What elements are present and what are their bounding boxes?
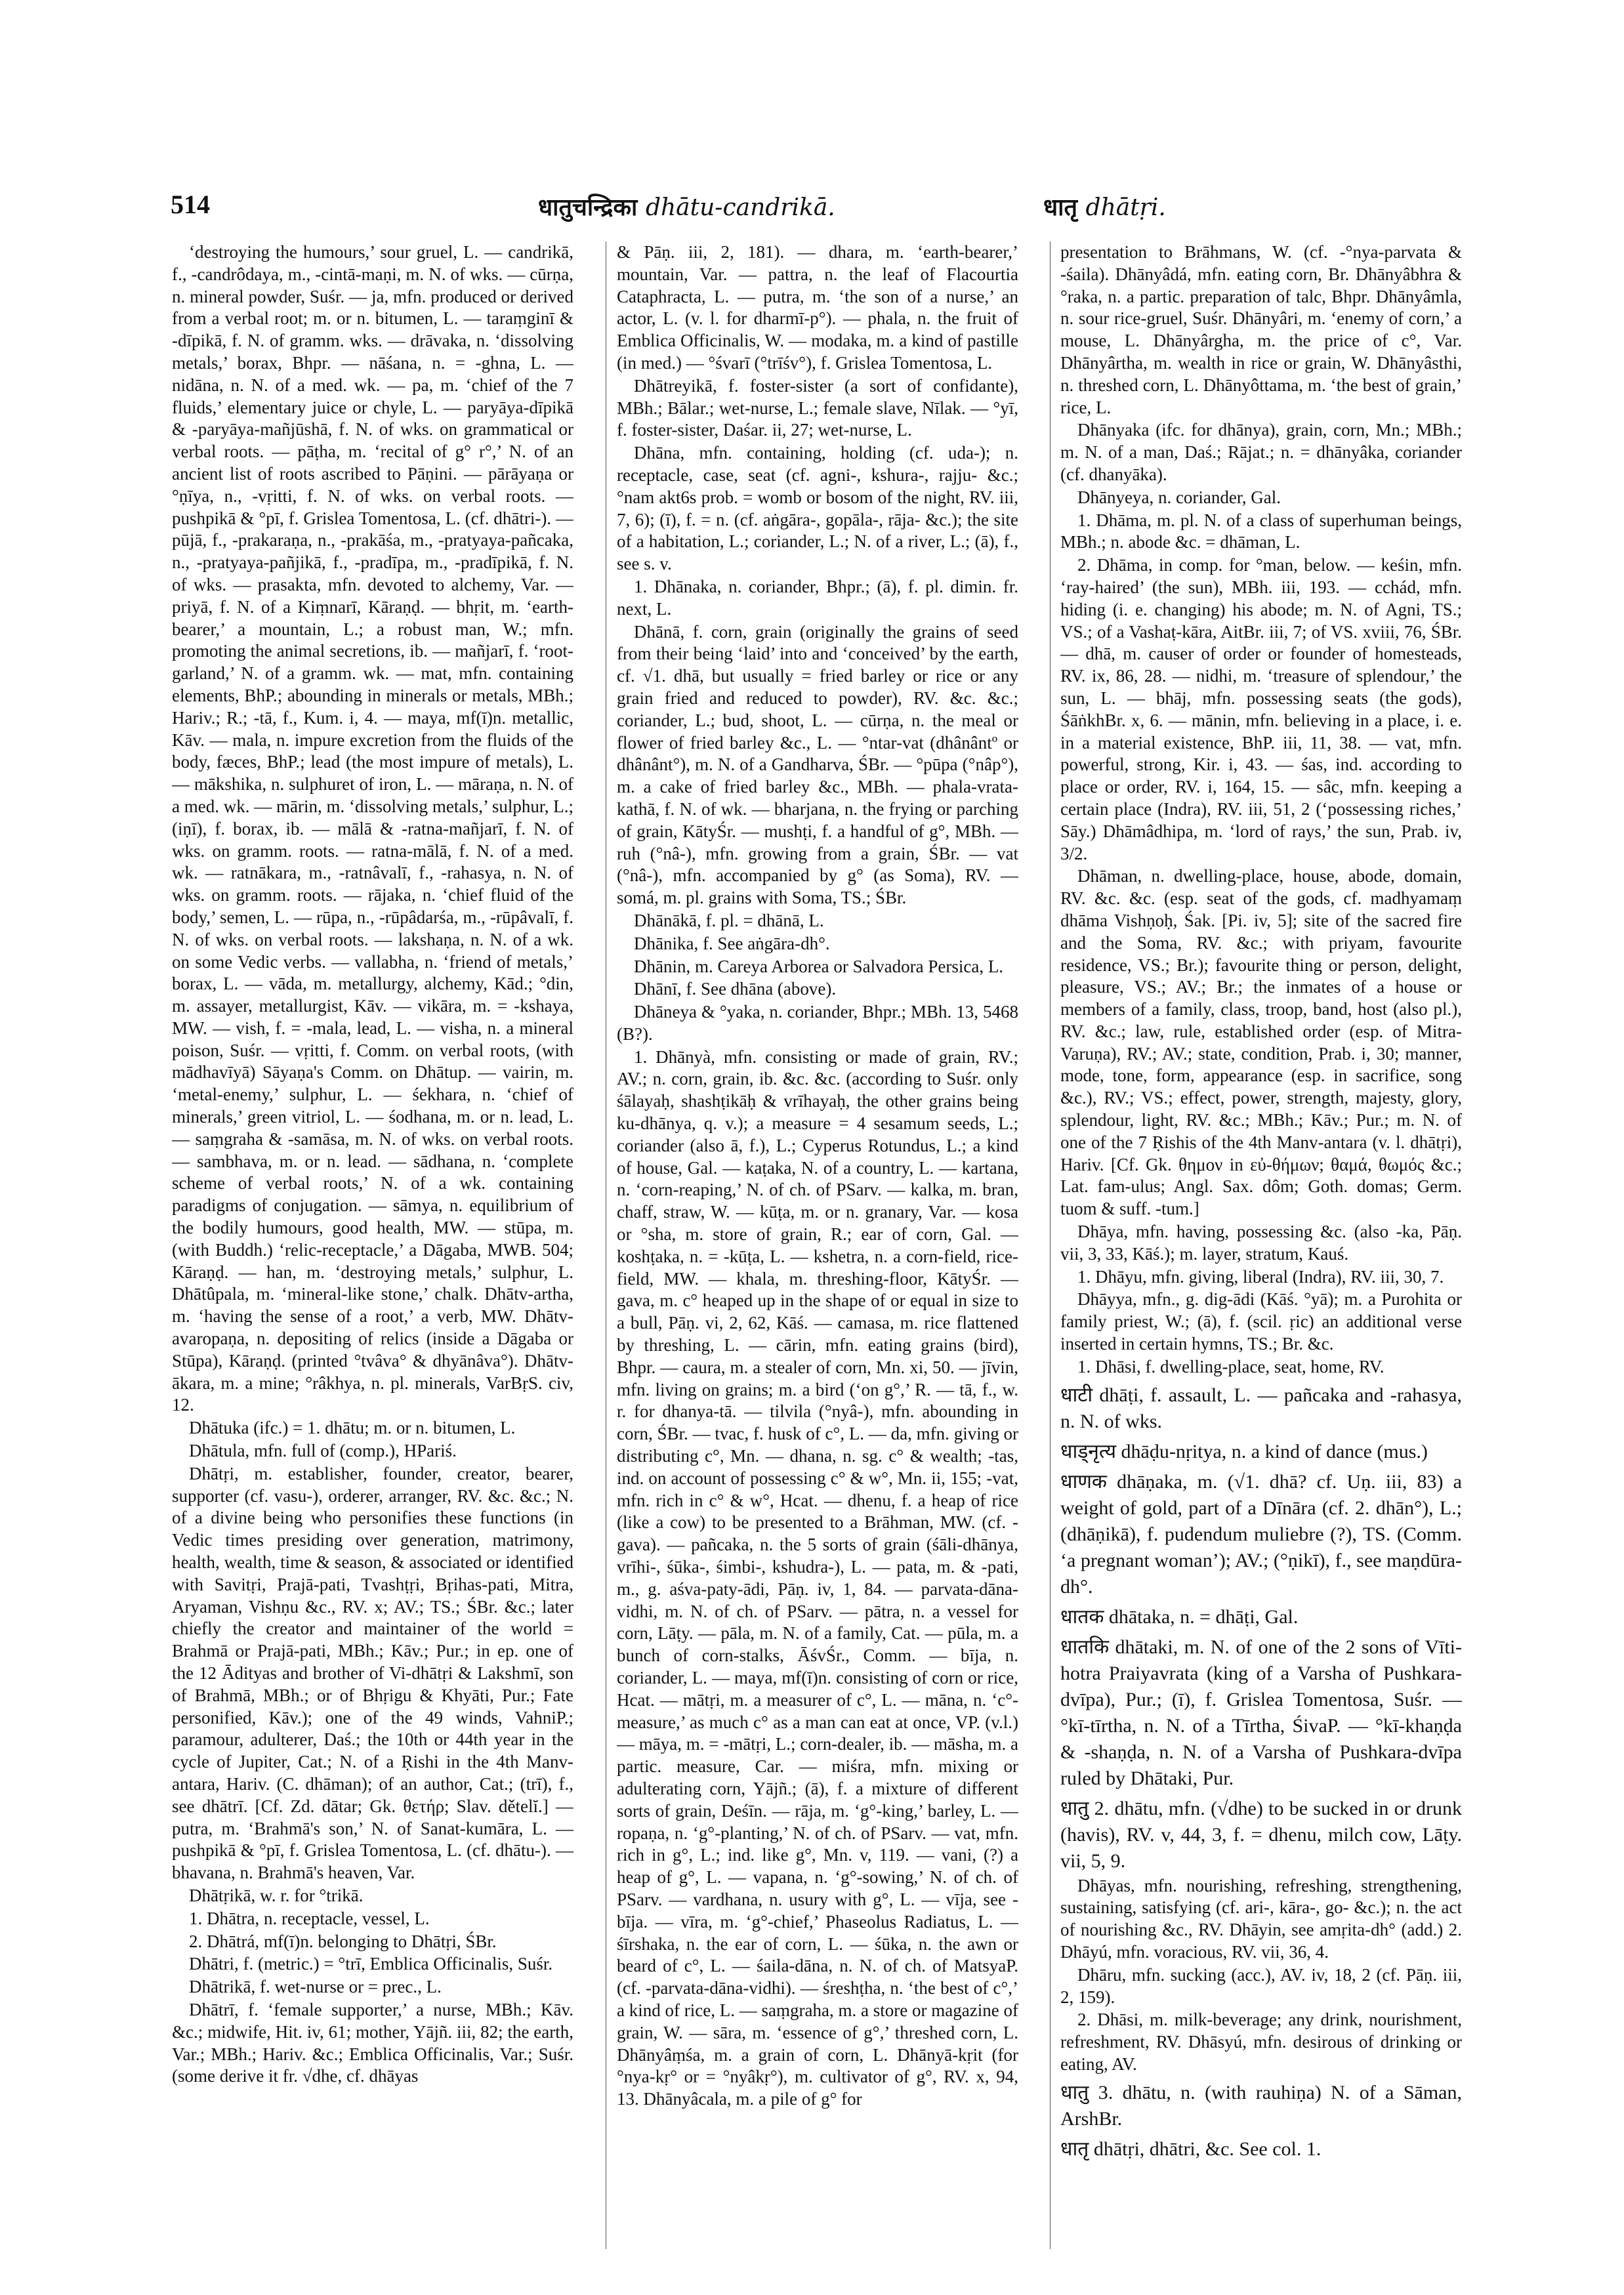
dictionary-entry: Dhātrī, f. ‘female supporter,’ a nurse, MBh.; Kāv. &c.; midwife, Hit. iv, 61; mother, Yājñ. iii, 82; the earth, Var.; MBh.; Hariv. &c.; Emblica Officinalis, Var.; Suśr. (some derive it fr. √dhe, cf. dhāyas <box>172 1999 573 2086</box>
dictionary-entry: Dhānyaka (ifc. for dhānya), grain, corn, Mn.; MBh.; m. N. of a man, Daś.; Rājat.; n. = dhānyâka, coriander (cf. dhanyāka). <box>1060 420 1462 484</box>
dictionary-entry: Dhānākā, f. pl. = dhānā, L. <box>634 910 824 930</box>
dictionary-column-3 <box>1060 241 1462 2249</box>
dictionary-entry: ‘destroying the humours,’ sour gruel, L. — candrikā, f., -candrôdaya, m., -cintā-maṇi, m. N. of wks. — cūrṇa, n. mineral powder, Suśr. — ja, mfn. produced or derived from a verbal root; m. or n. bitumen, L. — taraṃginī & -dīpikā, f. N. of gramm. wks. — drāvaka, n. ‘dissolving metals,’ borax, Bhpr. — nāśana, n. = -ghna, L. — nidāna, n. N. of a med. wk. — pa, m. ‘chief of the 7 fluids,’ elementary juice or chyle, L. — paryāya-dīpikā & -paryāya-mañjūshā, f. N. of wks. on grammatical or verbal roots. — pāṭha, m. ‘recital of g° r°,’ N. of an ancient list of roots ascribed to Pāṇini. — pārāyaṇa or °ṇīya, n., -vṛitti, f. N. of wks. on verbal roots. — pushpikā & °pī, f. Grislea Tomentosa, L. (cf. dhātri-). — pūjā, f., -prakaraṇa, n., -prakāśa, m., -pratyaya-pañcaka, n., -pratyaya-pañjikā, f., -pradīpa, m., -pradīpikā, f. N. of wks. — prasakta, mfn. devoted to alchemy, Var. — priyā, f. N. of a Kiṃnarī, Kāraṇḍ. — bhṛit, m. ‘earth-bearer,’ a mountain, L.; a robust man, W.; mfn. promoting the animal secretions, ib. — mañjarī, f. ‘root-garland,’ N. of a gramm. wk. — mat, mfn. containing elements, BhP.; abounding in minerals or metals, MBh.; Hariv.; R.; -tā, f., Kum. i, 4. — maya, mf(ī)n. metallic, Kāv. — mala, n. impure excretion from the fluids of the body, fæces, BhP.; lead (the most impure of metals), L. — mākshika, n. sulphuret of iron, L. — māraṇa, n. N. of a med. wk. — mārin, m. ‘dissolving metals,’ sulphur, L.; (iṇī), f. borax, ib. — mālā & -ratna-mañjarī, f. N. of wks. on gramm. roots. — ratna-mālā, f. N. of a med. wk. — ratnākara, m., -ratnâvalī, f., -rahasya, n. N. of wks. on gramm. roots. — rājaka, n. ‘chief fluid of the body,’ semen, L. — rūpa, n., -rūpâdarśa, m., -rūpâvalī, f. N. of wks. on verbal roots. — lakshaṇa, n. N. of a wk. on some Vedic verbs. — vallabha, n. ‘friend of metals,’ borax, L. — vāda, m. metallurgy, alchemy, Kād.; °din, m. assayer, metallurgist, Kāv. — vikāra, m. = -kshaya, MW. — vish, f. = -mala, lead, L. — visha, n. a mineral poison, Suśr. — vṛitti, f. Comm. on verbal roots, (with mādhavīyā) Sāyaṇa's Comm. on Dhātup. — vairin, m. ‘metal-enemy,’ sulphur, L. — śekhara, n. ‘chief of minerals,’ green vitriol, L. — śodhana, m. or n. lead, L. — saṃgraha & -samāsa, m. N. of wks. on verbal roots. — sambhava, m. or n. lead. — sādhana, n. ‘complete scheme of verbal roots,’ N. of a wk. containing paradigms of conjugation. — sāmya, n. equilibrium of the bodily humours, good health, MW. — stūpa, m. (with Buddh.) ‘relic-receptacle,’ a Dāgaba, MWB. 504; Kāraṇḍ. — han, m. ‘destroying metals,’ sulphur, L. Dhātûpala, m. ‘mineral-like stone,’ chalk. Dhātv-artha, m. ‘having the sense of a root,’ a verb, MW. Dhātv-avaropaṇa, n. depositing of relics (inside a Dāgaba or Stūpa), Kāraṇḍ. (printed °tvâva° & dhyānâva°). Dhātv-ākara, m. a mine; °râkhya, n. pl. minerals, VarBṛS. civ, 12. <box>172 242 573 1415</box>
dictionary-column-1 <box>172 241 573 2249</box>
dictionary-entry: Dhānyeya, n. coriander, Gal. <box>1077 487 1281 507</box>
dictionary-entry: & Pāṇ. iii, 2, 181). — dhara, m. ‘earth-bearer,’ mountain, Var. — pattra, n. the leaf of Flacourtia Cataphracta, L. — putra, m. ‘the son of a nurse,’ an actor, L. (v. l. for dharmī-p°). — phala, n. the fruit of Emblica Officinalis, W. — modaka, m. a kind of pastille (in med.) — °śvarī (°trīśv°), f. Grislea Tomentosa, L. <box>617 242 1018 373</box>
dictionary-entry: Dhātuka (ifc.) = 1. dhātu; m. or n. bitumen, L. <box>189 1418 516 1438</box>
dictionary-entry: Dhānin, m. Careya Arborea or Salvadora Persica, L. <box>634 956 1004 976</box>
dictionary-entry: 1. Dhātra, n. receptacle, vessel, L. <box>189 1908 430 1928</box>
dictionary-entry: धातक dhātaka, n. = dhāṭi, Gal. <box>1060 1605 1299 1628</box>
dictionary-entry: धातु 3. dhātu, n. (with rauhiṇa) N. of a Sāman, ArshBr. <box>1060 2081 1462 2130</box>
dictionary-entry: धाटी dhāṭi, f. assault, L. — pañcaka and -rahasya, n. N. of wks. <box>1060 1384 1462 1432</box>
dictionary-entry: 1. Dhāma, m. pl. N. of a class of superhuman beings, MBh.; n. abode &c. = dhāman, L. <box>1060 510 1462 552</box>
dictionary-entry: धाड्नृत्य dhāḍu-nṛitya, n. a kind of dance (mus.) <box>1060 1440 1428 1462</box>
dictionary-entry: Dhāyya, mfn., g. dig-ādi (Kāś. °yā); m. a Purohita or family priest, W.; (ā), f. (scil. ṛic) an additional verse inserted in certain hymns, TS.; Br. &c. <box>1060 1289 1462 1354</box>
dictionary-entry: Dhātṛikā, w. r. for °trikā. <box>189 1885 364 1905</box>
dictionary-entry: 1. Dhānaka, n. coriander, Bhpr.; (ā), f. pl. dimin. fr. next, L. <box>617 576 1018 619</box>
dictionary-entry: Dhāman, n. dwelling-place, house, abode, domain, RV. &c. &c. (esp. seat of the gods, cf. madhyamaṃ dhāma Vishṇoḥ, Śak. [Pi. iv, 5]; site of the sacred fire and the Soma, RV. &c.; with priyam, favourite residence, VS.; Br.); favourite thing or person, delight, pleasure, VS.; AV.; Br.; the inmates of a house or members of a family, class, troop, band, host (also pl.), RV. &c.; law, rule, established order (esp. of Mitra-Varuṇa), RV.; AV.; state, condition, Prab. i, 30; manner, mode, tone, form, appearance (esp. in sacrifice, song &c.), RV.; VS.; effect, power, strength, majesty, glory, splendour, light, RV. &c.; MBh.; Kāv.; Pur.; m. N. of one of the 7 Ṛishis of the 4th Manv-antara (v. l. dhātṛi), Hariv. [Cf. Gk. θημον in εὐ-θήμων; θαμά, θωμός &c.; Lat. fam-ulus; Angl. Sax. dôm; Goth. domas; Germ. tuom & suff. -tum.] <box>1060 866 1462 1219</box>
dictionary-entry: Dhātṛi, m. establisher, founder, creator, bearer, supporter (cf. vasu-), orderer, arranger, RV. &c. &c.; N. of a divine being who personifies these functions (in Vedic times presiding over generation, matrimony, health, wealth, time & season, & associated or identified with Savitṛi, Prajā-pati, Tvashṭṛi, Bṛihas-pati, Mitra, Aryaman, Vishṇu &c., RV. x; AV.; TS.; ŚBr. &c.; later chiefly the creator and maintainer of the world = Brahmā or Prajā-pati, MBh.; Kāv.; Pur.; in ep. one of the 12 Ādityas and brother of Vi-dhātṛi & Lakshmī, son of Brahmā, MBh.; or of Bhṛigu & Khyāti, Pur.; Fate personified, Kāv.); one of the 49 winds, VahniP.; paramour, adulterer, Daś.; the 10th or 44th year in the cycle of Jupiter, Cat.; N. of a Ṛishi in the 4th Manv-antara, Hariv. (C. dhāman); of an author, Cat.; (trī), f., see dhātrī. [Cf. Zd. dātar; Gk. θετήρ; Slav. dětelĭ.] — putra, m. ‘Brahmā's son,’ N. of Sanat-kumāra, L. — pushpikā & °pī, f. Grislea Tomentosa, L. (cf. dhātu-). — bhavana, n. Brahmā's heaven, Var. <box>172 1463 573 1883</box>
dictionary-entry: 1. Dhāyu, mfn. giving, liberal (Indra), RV. iii, 30, 7. <box>1077 1266 1444 1287</box>
running-head-left <box>538 190 835 222</box>
dictionary-entry: 1. Dhānyà, mfn. consisting or made of grain, RV.; AV.; n. corn, grain, ib. &c. &c. (according to Suśr. only śālayaḥ, shashṭikāḥ & vrīhayaḥ, the other grains being ku-dhānya, q. v.); a measure = 4 sesamum seeds, L.; coriander (also ā, f.), L.; Cyperus Rotundus, L.; a kind of house, Gal. — kaṭaka, N. of a country, L. — kartana, n. ‘corn-reaping,’ N. of ch. of PSarv. — kalka, m. bran, chaff, straw, W. — kūṭa, m. or n. granary, Var. — kosa or °sha, m. store of grain, R.; ear of corn, Gal. — koshṭaka, n. = -kūṭa, L. — kshetra, n. a corn-field, rice-field, MW. — khala, m. threshing-floor, KātyŚr. — gava, m. c° heaped up in the shape of or equal in size to a bull, Pāṇ. vi, 2, 62, Kāś. — camasa, m. rice flattened by threshing, L. — cārin, mfn. eating grains (bird), Bhpr. — caura, m. a stealer of corn, Mn. xi, 50. — jīvin, mfn. living on grains; m. a bird (‘on g°,’ R. — tā, f., w. r. for dhanya-tā. — tilvila (°nyâ-), mfn. abounding in corn, ŚBr. — tvac, f. husk of c°, L. — da, mfn. giving or distributing c°, Mn. — dhana, n. sg. c° & wealth; -tas, ind. on account of possessing c° & w°, Mn. ii, 155; -vat, mfn. rich in c° & w°, Hcat. — dhenu, f. a heap of rice (like a cow) to be presented to a Brāhman, MW. (cf. -gava). — pañcaka, n. the 5 sorts of grain (śāli-dhānya, vrīhi-, śūka-, śimbi-, kshudra-), L. — pata, m. & -pati, m., g. aśva-paty-ādi, Pāṇ. iv, 1, 84. — parvata-dāna-vidhi, m. N. of ch. of PSarv. — pātra, n. a vessel for corn, Lāṭy. — pāla, m. N. of a family, Cat. — pūla, m. a bunch of corn-stalks, ĀśvŚr., Comm. — bīja, n. coriander, L. — maya, mf(ī)n. consisting of corn or rice, Hcat. — mātṛi, m. a measurer of c°, L. — māna, n. ‘c°-measure,’ as much c° as a man can eat at once, VP. (v.l.) — māya, m. = -mātṛi, L.; corn-dealer, ib. — māsha, m. a partic. measure, Car. — miśra, mfn. mixing or adulterating corn, Yājñ.; (ā), f. a mixture of different sorts of grain, Deśīn. — rāja, m. ‘g°-king,’ barley, L. — ropaṇa, n. ‘g°-planting,’ N. of ch. of PSarv. — vat, mfn. rich in g°, L.; ind. like g°, Mn. v, 119. — vani, (?) a heap of g°, L. — vapana, n. ‘g°-sowing,’ N. of ch. of PSarv. — vardhana, n. usury with g°, L. — vīja, see -bīja. — vīra, m. ‘g°-chief,’ Phaseolus Radiatus, L. — śīrshaka, n. the ear of corn, L. — śūka, n. the awn or beard of c°, L. — śaila-dāna, n. N. of ch. of MatsyaP. (cf. -parvata-dāna-vidhi). — śreshṭha, n. ‘the best of c°,’ a kind of rice, L. — saṃgraha, m. a store or magazine of grain, W. — sāra, m. ‘essence of g°,’ threshed corn, L. Dhānyâṃśa, m. a grain of corn, L. Dhānyā-kṛit (for °nya-kṛ° or = °nyâkṛ°), m. cultivator of g°, RV. x, 94, 13. Dhānyâcala, m. a pile of g° for <box>617 1046 1018 2109</box>
dictionary-entry: 1. Dhāsi, f. dwelling-place, seat, home, RV. <box>1077 1356 1385 1376</box>
dictionary-entry: Dhātrikā, f. wet-nurse or = prec., L. <box>189 1977 442 1997</box>
dictionary-entry: धाणक dhāṇaka, m. (√1. dhā? cf. Uṇ. iii, 83) a weight of gold, part of a Dīnāra (cf. 2. dhān°), L.; (dhāṇikā), f. pudendum muliebre (?), TS. (Comm. ‘a pregnant woman’); AV.; (°ṇikī), f., see maṇdūra-dh°. <box>1060 1470 1462 1598</box>
dictionary-entry: Dhātri, f. (metric.) = °trī, Emblica Officinalis, Suśr. <box>189 1954 553 1974</box>
dictionary-entry: 2. Dhātrá, mf(ī)n. belonging to Dhātṛi, ŚBr. <box>189 1931 497 1951</box>
dictionary-entry: धातकि dhātaki, m. N. of one of the 2 sons of Vīti-hotra Praiyavrata (king of a Varsha of Pushkara-dvīpa), Pur.; (ī), f. Grislea Tomentosa, Suśr. — °kī-tīrtha, n. N. of a Tīrtha, ŚivaP. — °kī-khaṇḍa & -shaṇḍa, n. N. of a Varsha of Pushkara-dvīpa ruled by Dhātaki, Pur. <box>1060 1636 1462 1789</box>
dictionary-entry: 2. Dhāma, in comp. for °man, below. — keśin, mfn. ‘ray-haired’ (the sun), MBh. iii, 193. — cchád, mfn. hiding (i. e. changing) his abode; m. N. of Agni, TS.; VS.; of a Vashaṭ-kāra, AitBr. iii, 7; of VS. xviii, 76, ŚBr. — dhā, m. causer of order or founder of homesteads, RV. ix, 86, 28. — nidhi, m. ‘treasure of splendour,’ the sun, L. — bhāj, mfn. possessing seats (the gods), ŚāṅkhBr. x, 6. — mānin, mfn. believing in a place, i. e. in a material existence, BhP. iii, 11, 38. — vat, mfn. powerful, strong, Kir. i, 43. — śas, ind. according to place or order, RV. i, 164, 15. — sâc, mfn. keeping a certain place (Indra), RV. iii, 51, 2 (‘possessing riches,’ Sāy.) Dhāmâdhipa, m. ‘lord of rays,’ the sun, Prab. iv, 3/2. <box>1060 555 1462 863</box>
dictionary-entry: Dhāru, mfn. sucking (acc.), AV. iv, 18, 2 (cf. Pāṇ. iii, 2, 159). <box>1060 1964 1462 2007</box>
dictionary-entry: Dhātreyikā, f. foster-sister (a sort of confidante), MBh.; Bālar.; wet-nurse, L.; female slave, Nīlak. — °yī, f. foster-sister, Daśar. ii, 27; wet-nurse, L. <box>617 375 1018 440</box>
dictionary-entry: Dhāyas, mfn. nourishing, refreshing, strengthening, sustaining, satisfying (cf. ari-, kāra-, go- &c.); n. the act of nourishing &c., RV. Dhāyin, see amṛita-dh° (add.) 2. Dhāyú, mfn. voracious, RV. vii, 36, 4. <box>1060 1875 1462 1962</box>
dictionary-entry: Dhāna, mfn. containing, holding (cf. uda-); n. receptacle, case, seat (cf. agni-, kshura-, rajju- &c.; °nam akt6s prob. = womb or bosom of the night, RV. iii, 7, 6); (ī), f. = n. (cf. aṅgāra-, gopāla-, rāja- &c.); the site of a habitation, L.; coriander, L.; N. of a river, L.; (ā), f., see s. v. <box>617 443 1018 574</box>
running-head-right-translit: dhātṛi. <box>1085 194 1166 221</box>
dictionary-entry: Dhānika, f. See aṅgāra-dh°. <box>634 933 830 953</box>
dictionary-entry: 2. Dhāsi, m. milk-beverage; any drink, nourishment, refreshment, RV. Dhāsyú, mfn. desirous of drinking or eating, AV. <box>1060 2010 1462 2075</box>
dictionary-entry: Dhānī, f. See dhāna (above). <box>634 979 837 999</box>
running-head-left-devanagari: धातुचन्द्रिका <box>538 194 638 221</box>
column-divider-2 <box>1050 241 1051 2249</box>
dictionary-column-2 <box>617 241 1018 2249</box>
dictionary-entry: धातु 2. dhātu, mfn. (√dhe) to be sucked in or drunk (havis), RV. v, 44, 3, f. = dhenu, milch cow, Lāṭy. vii, 5, 9. <box>1060 1797 1462 1872</box>
dictionary-entry: Dhāneya & °yaka, n. coriander, Bhpr.; MBh. 13, 5468 (B?). <box>617 1002 1018 1044</box>
page-header <box>171 189 1457 228</box>
running-head-right-devanagari: धातृ <box>1043 194 1077 221</box>
dictionary-entry: presentation to Brāhmans, W. (cf. -°nya-parvata & -śaila). Dhānyâdá, mfn. eating corn, Br. Dhānyâbhra & °raka, n. a partic. preparation of talc, Bhpr. Dhānyâmla, n. sour rice-gruel, Suśr. Dhānyâri, m. ‘enemy of corn,’ a mouse, L. Dhānyârgha, m. the price of c°, Var. Dhānyârtha, m. wealth in rice or grain, W. Dhānyâsthi, n. threshed corn, L. Dhānyôttama, m. ‘the best of grain,’ rice, L. <box>1060 242 1462 417</box>
page-number: 514 <box>171 190 210 219</box>
dictionary-entry: Dhānā, f. corn, grain (originally the grains of seed from their being ‘laid’ into and ‘conceived’ by the earth, cf. √1. dhā, but usually = fried barley or rice or any grain fried and reduced to powder), RV. &c. &c.; coriander, L.; bud, shoot, L. — cūrṇa, n. the meal or flower of fried barley &c., L. — °ntar-vat (dhânântº or dhânânt°), m. N. of a Gandharva, ŚBr. — °pūpa (°nâp°), m. a cake of fried barley &c., MBh. — phala-vrata-kathā, f. N. of wk. — bharjana, n. the frying or parching of grain, KātyŚr. — mushṭi, f. a handful of g°, MBh. — ruh (°nâ-), mfn. growing from a grain, ŚBr. — vat (°nâ-), mfn. accompanied by g° (as Soma), RV. — somá, m. pl. grains with Soma, TS.; ŚBr. <box>617 621 1018 908</box>
dictionary-entry: धातृ dhātṛi, dhātri, &c. See col. 1. <box>1060 2138 1322 2160</box>
dictionary-entry: Dhāya, mfn. having, possessing &c. (also -ka, Pāṇ. vii, 3, 33, Kāś.); m. layer, stratum, Kauś. <box>1060 1222 1462 1264</box>
running-head-left-translit: dhātu-candrikā. <box>645 194 835 221</box>
running-head-right <box>1043 190 1166 222</box>
dictionary-entry: Dhātula, mfn. full of (comp.), HPariś. <box>189 1441 457 1461</box>
